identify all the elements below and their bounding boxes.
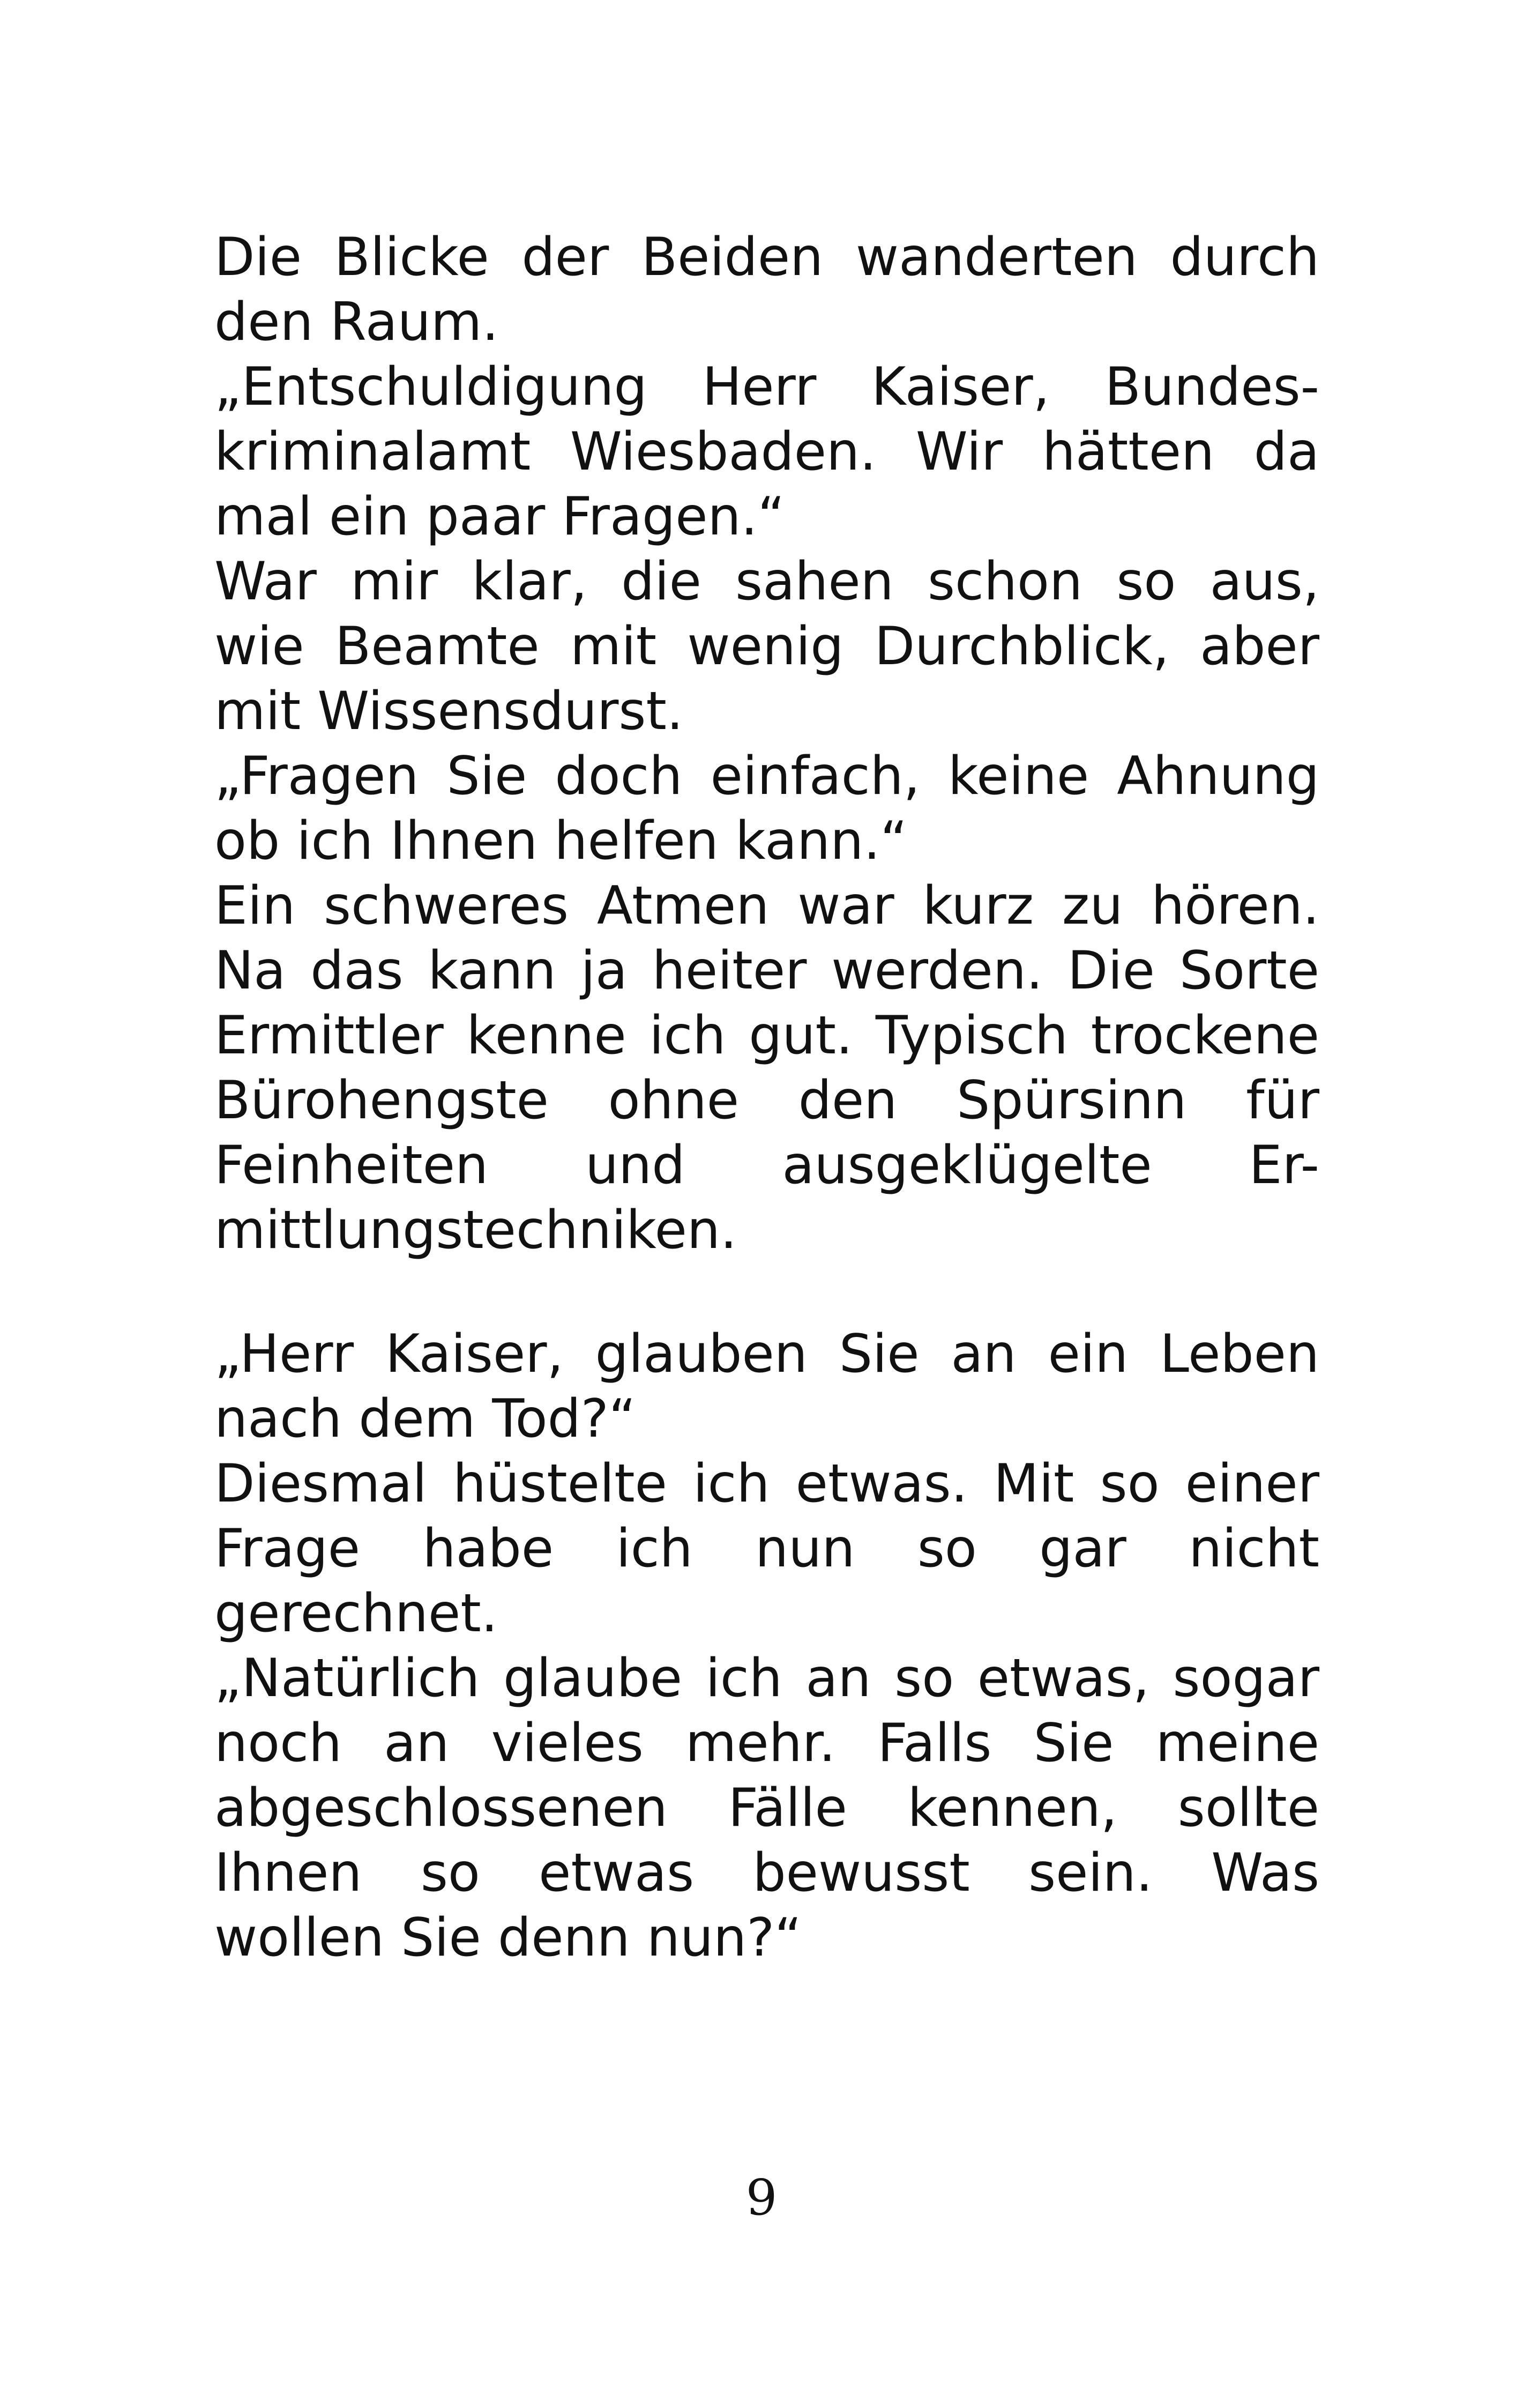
paragraph <box>214 225 1319 355</box>
text-line: abgeschlossenen Fälle kennen, sollte <box>214 1778 1319 1839</box>
text-line: Na das kann ja heiter werden. Die Sorte <box>214 940 1319 1001</box>
text-line: Frage habe ich nun so gar nicht <box>214 1518 1319 1579</box>
paragraph <box>214 874 1319 1263</box>
text-line: gerechnet. <box>214 1583 498 1644</box>
text-line: mit Wissensdurst. <box>214 681 684 742</box>
text-line: wollen Sie denn nun?“ <box>214 1907 802 1968</box>
text-line: Ein schweres Atmen war kurz zu hören. <box>214 875 1319 937</box>
text-line: ob ich Ihnen helfen kann.“ <box>214 811 908 872</box>
text-line: wie Beamte mit wenig Durchblick, aber <box>214 616 1319 677</box>
text-line: Bürohengste ohne den Spürsinn für <box>214 1070 1319 1131</box>
text-line: „Natürlich glaube ich an so etwas, sogar <box>214 1648 1319 1709</box>
text-line: mal ein paar Fragen.“ <box>214 486 785 547</box>
text-line: War mir klar, die sahen schon so aus, <box>214 551 1319 612</box>
text-line: Feinheiten und ausgeklügelte Er- <box>214 1135 1319 1196</box>
text-line: mittlungstechniken. <box>214 1200 737 1261</box>
paragraph <box>214 1322 1319 1452</box>
text-line: Diesmal hüstelte ich etwas. Mit so einer <box>214 1453 1319 1514</box>
text-line: noch an vieles mehr. Falls Sie meine <box>214 1713 1319 1774</box>
paragraph <box>214 549 1319 744</box>
text-line: nach dem Tod?“ <box>214 1388 636 1450</box>
text-line: kriminalamt Wiesbaden. Wir hätten da <box>214 421 1319 482</box>
paragraph <box>214 355 1319 549</box>
text-line: Ihnen so etwas bewusst sein. Was <box>214 1842 1319 1904</box>
page-number: 9 <box>745 2169 778 2226</box>
text-line: Die Blicke der Beiden wanderten durch <box>214 227 1319 288</box>
paragraph <box>214 1452 1319 1646</box>
body-text <box>214 225 1319 1971</box>
text-line: „Herr Kaiser, glauben Sie an ein Leben <box>214 1324 1319 1385</box>
text-line: „Fragen Sie doch einfach, keine Ahnung <box>214 746 1319 807</box>
paragraph <box>214 1646 1319 1971</box>
text-line: Ermittler kenne ich gut. Typisch trockene <box>214 1005 1319 1066</box>
paragraph-gap <box>214 1263 1319 1322</box>
text-line: „Entschuldigung Herr Kaiser, Bundes- <box>214 356 1319 418</box>
paragraph <box>214 744 1319 874</box>
text-line: den Raum. <box>214 292 499 353</box>
